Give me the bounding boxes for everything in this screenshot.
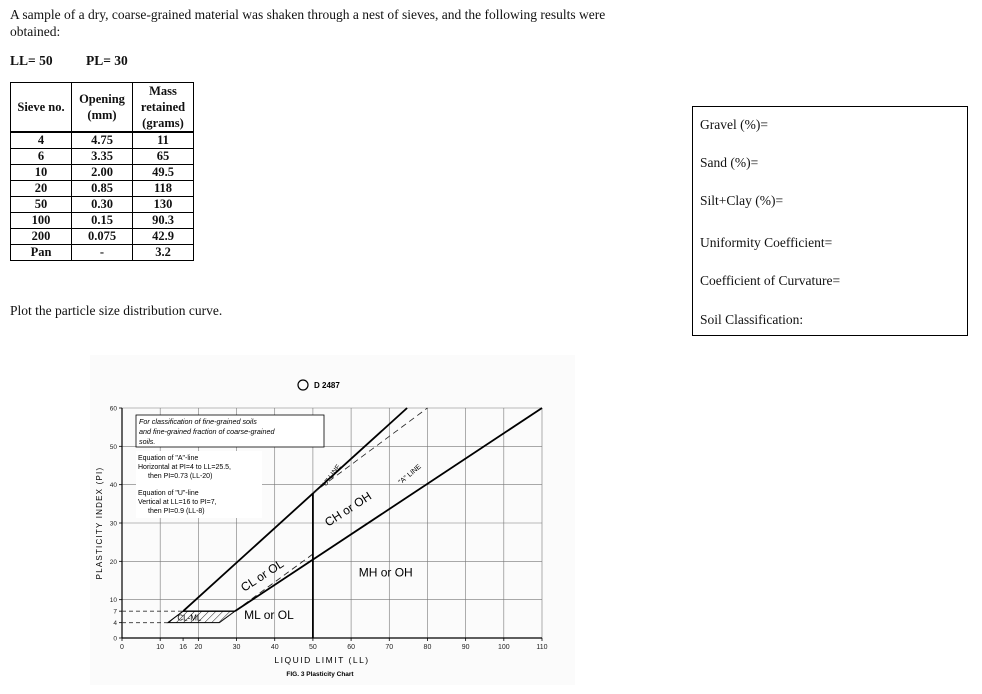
sieve-no-cell: 10 xyxy=(11,165,72,181)
sieve-no-cell: 100 xyxy=(11,213,72,229)
x-axis-label: LIQUID LIMIT (LL) xyxy=(274,655,370,665)
chart-title: D 2487 xyxy=(314,381,340,390)
equation-u-line-1: Equation of "U"-line xyxy=(138,490,199,497)
x-tick-label: 80 xyxy=(423,644,432,651)
x-tick-label: 30 xyxy=(232,644,241,651)
region-label-cl-ml: CL-ML xyxy=(177,613,202,623)
table-row xyxy=(11,165,194,181)
note-header-2: and fine-grained fraction of coarse-grained xyxy=(139,427,275,436)
y-axis-label: PLASTICITY INDEX (PI) xyxy=(95,466,104,580)
sieve-table xyxy=(10,82,194,261)
y-tick-label: 40 xyxy=(109,482,117,490)
opening-cell: 2.00 xyxy=(72,165,133,181)
opening-cell: 0.30 xyxy=(72,197,133,213)
plasticity-chart-svg xyxy=(90,355,575,685)
sieve-no-cell: 6 xyxy=(11,149,72,165)
region-label-mh-oh: MH or OH xyxy=(358,565,413,580)
gravel-answer: Gravel (%)= xyxy=(700,117,768,132)
table-row xyxy=(11,181,194,197)
table-row xyxy=(11,149,194,165)
equation-a-line-3: then PI=0.73 (LL-20) xyxy=(148,473,213,480)
y-tick-label: 0 xyxy=(113,635,117,643)
equation-a-line-1: Equation of "A"-line xyxy=(138,455,199,462)
x-tick-label: 100 xyxy=(497,644,510,651)
note-header-3: soils. xyxy=(139,437,156,446)
table-header-row xyxy=(11,83,194,133)
table-row xyxy=(11,132,194,149)
sieve-no-cell: 4 xyxy=(11,132,72,149)
problem-intro: A sample of a dry, coarse-grained material was shaken through a nest of sieves, and the following results were obtained: xyxy=(10,7,606,39)
limits xyxy=(10,53,128,69)
header-mass-retained: Mass retained (grams) xyxy=(133,83,194,133)
mass-retained-cell: 11 xyxy=(133,132,194,149)
plasticity-chart xyxy=(90,355,575,685)
opening-cell: 0.15 xyxy=(72,213,133,229)
coefficient-of-curvature-answer: Coefficient of Curvature= xyxy=(700,273,841,288)
note-header-1: For classification of fine-grained soils xyxy=(139,417,257,426)
plastic-limit: PL= 30 xyxy=(85,53,128,68)
region-label-cl-ol: CL or OL xyxy=(238,556,287,595)
y-tick-label: 60 xyxy=(109,405,117,413)
sieve-no-cell: 20 xyxy=(11,181,72,197)
y-tick-label: 4 xyxy=(113,620,117,628)
x-tick-label: 70 xyxy=(385,644,394,651)
soil-classification-answer: Soil Classification: xyxy=(700,312,804,327)
mass-retained-cell: 118 xyxy=(133,181,194,197)
x-tick-label: 110 xyxy=(536,644,548,651)
sand-answer: Sand (%)= xyxy=(700,155,759,170)
mass-retained-cell: 90.3 xyxy=(133,213,194,229)
mass-retained-cell: 130 xyxy=(133,197,194,213)
silt-clay-answer: Silt+Clay (%)= xyxy=(700,193,784,208)
x-tick-label: 60 xyxy=(347,644,355,651)
liquid-limit: LL= 50 xyxy=(10,53,53,68)
table-row xyxy=(11,245,194,261)
x-tick-label: 40 xyxy=(270,644,279,651)
equation-u-line-3: then PI=0.9 (LL-8) xyxy=(148,508,205,515)
answer-box xyxy=(692,106,968,336)
mass-retained-cell: 42.9 xyxy=(133,229,194,245)
opening-cell: 3.35 xyxy=(72,149,133,165)
sieve-no-cell: 200 xyxy=(11,229,72,245)
table-row xyxy=(11,213,194,229)
table-row xyxy=(11,197,194,213)
sieve-no-cell: 50 xyxy=(11,197,72,213)
equation-u-line-2: Vertical at LL=16 to PI=7, xyxy=(138,499,217,506)
header-opening: Opening (mm) xyxy=(72,83,133,133)
astm-logo-icon xyxy=(298,380,308,390)
y-tick-label: 10 xyxy=(109,597,117,605)
mass-retained-cell: 3.2 xyxy=(133,245,194,261)
x-tick-label: 0 xyxy=(120,644,124,651)
x-tick-label: 90 xyxy=(461,644,470,651)
equation-a-line-2: Horizontal at PI=4 to LL=25.5, xyxy=(138,464,232,471)
mass-retained-cell: 65 xyxy=(133,149,194,165)
region-label-ch-oh: CH or OH xyxy=(322,488,374,530)
y-tick-label: 30 xyxy=(109,520,117,528)
opening-cell: 0.075 xyxy=(72,229,133,245)
sieve-no-cell: Pan xyxy=(11,245,72,261)
y-tick-label: 7 xyxy=(113,608,117,616)
header-sieve-no: Sieve no. xyxy=(11,83,72,133)
opening-cell: 0.85 xyxy=(72,181,133,197)
x-tick-label: 10 xyxy=(156,644,165,651)
opening-cell: 4.75 xyxy=(72,132,133,149)
table-row xyxy=(11,229,194,245)
x-tick-label: 20 xyxy=(194,644,203,651)
x-tick-label: 50 xyxy=(309,644,317,651)
y-tick-label: 20 xyxy=(109,558,117,566)
instruction: Plot the particle size distribution curve. xyxy=(10,303,223,318)
x-tick-label: 16 xyxy=(179,644,187,651)
chart-caption: FIG. 3 Plasticity Chart xyxy=(286,671,354,678)
opening-cell: - xyxy=(72,245,133,261)
uniformity-coefficient-answer: Uniformity Coefficient= xyxy=(700,235,833,250)
mass-retained-cell: 49.5 xyxy=(133,165,194,181)
u-line-label: "U" LINE xyxy=(320,463,343,490)
y-tick-label: 50 xyxy=(109,443,117,451)
a-line-label: "A" LINE xyxy=(397,463,423,487)
region-label-ml-ol: ML or OL xyxy=(244,607,294,622)
